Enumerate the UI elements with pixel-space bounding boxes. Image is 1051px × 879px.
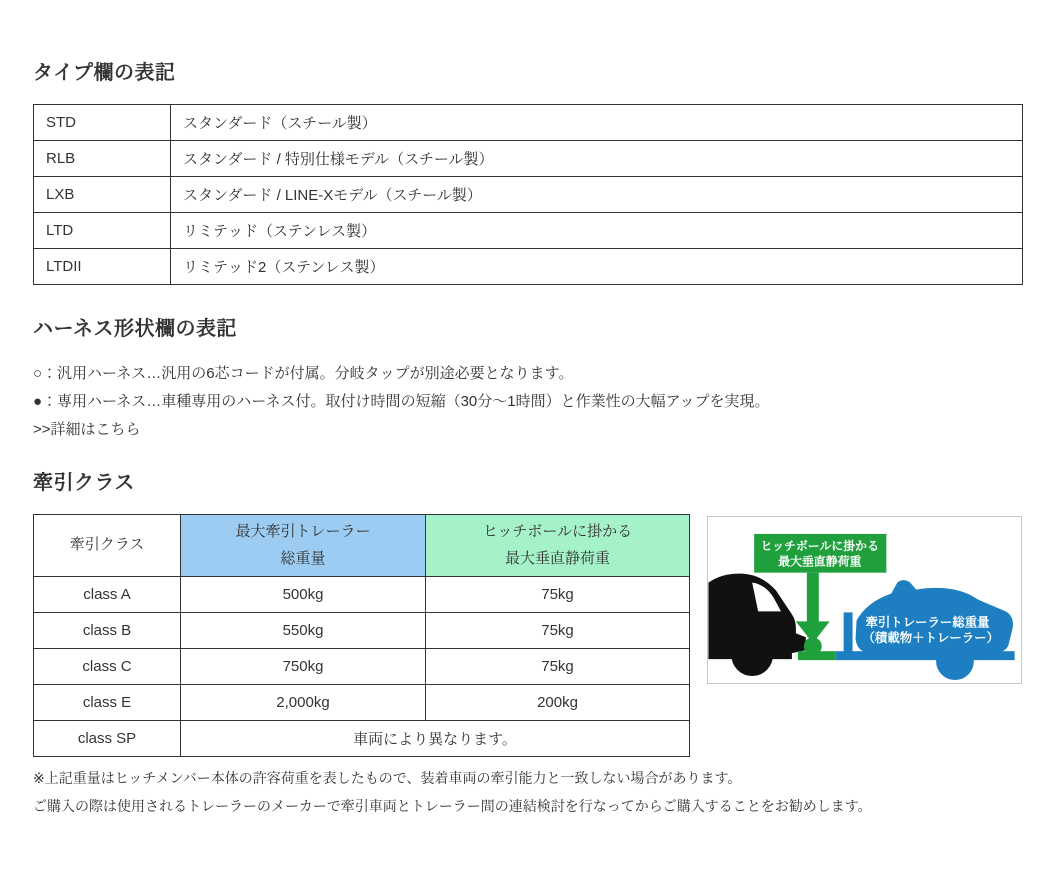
trailer-bar [836, 651, 1015, 660]
trailer-group [836, 580, 1015, 680]
trailer-label-line1: 牽引トレーラー総重量 [865, 615, 990, 630]
max-weight-cell: 500kg [181, 577, 426, 613]
down-arrow-shaft [807, 573, 819, 624]
type-code-cell: LTD [34, 213, 171, 249]
trailer-post [844, 612, 853, 652]
table-row [34, 685, 690, 721]
type-section-heading: タイプ欄の表記 [33, 62, 176, 84]
harness-section [33, 312, 1025, 444]
type-code-cell: LTDII [34, 249, 171, 285]
harness-dedicated-line: ●：専用ハーネス…車種専用のハーネス付。取付け時間の短縮（30分～1時間）と作業性の大幅アップを実現。 [33, 393, 770, 410]
trailer-wheel-icon [936, 642, 974, 680]
max-weight-cell: 2,000kg [181, 685, 426, 721]
max-load-cell: 75kg [426, 613, 690, 649]
type-code-cell: RLB [34, 141, 171, 177]
type-table [33, 104, 1023, 285]
table-row [34, 649, 690, 685]
type-desc-cell: リミテッド（ステンレス製） [171, 213, 1023, 249]
towing-diagram-svg [708, 517, 1021, 683]
note-line: ご購入の際は使用されるトレーラーのメーカーで牽引車両とトレーラー間の連結検討を行なってからご購入することをお勧めします。 [33, 798, 872, 814]
class-cell: class B [34, 613, 181, 649]
towing-class-table [33, 514, 690, 757]
table-row [34, 249, 1023, 285]
footnotes [33, 764, 1025, 820]
class-cell: class C [34, 649, 181, 685]
table-row [34, 105, 1023, 141]
table-row [34, 177, 1023, 213]
max-weight-cell: 550kg [181, 613, 426, 649]
header-line: 最大垂直静荷重 [504, 549, 610, 567]
harness-section-heading: ハーネス形状欄の表記 [33, 318, 237, 340]
harness-universal-line: ○：汎用ハーネス…汎用の6芯コードが付属。分岐タップが別途必要となります。 [33, 365, 574, 382]
hitch-label-line1: ヒッチボールに掛かる [760, 538, 880, 553]
table-row [34, 721, 690, 757]
header-line: 最大牽引トレーラー [235, 523, 371, 541]
table-header-row [34, 515, 690, 577]
towing-diagram [707, 516, 1022, 684]
type-code-cell: LXB [34, 177, 171, 213]
table-row [34, 141, 1023, 177]
type-desc-cell: リミテッド2（ステンレス製） [171, 249, 1023, 285]
hitch-bar [798, 651, 836, 660]
type-code-cell: STD [34, 105, 171, 141]
towing-content [33, 514, 1025, 757]
class-cell: class A [34, 577, 181, 613]
header-line: ヒッチボールに掛かる [482, 523, 633, 541]
table-row [34, 613, 690, 649]
class-cell: class E [34, 685, 181, 721]
table-row [34, 213, 1023, 249]
detail-link[interactable]: >>詳細はこちら [33, 421, 141, 438]
header-line: 総重量 [280, 549, 326, 567]
max-vertical-load-header [426, 515, 690, 577]
note-line: ※上記重量はヒッチメンバー本体の許容荷重を表したもので、装着車両の牽引能力と一致しない場合があります。 [33, 770, 742, 786]
towing-section-heading: 牽引クラス [33, 472, 135, 494]
car-silhouette-icon [708, 574, 805, 676]
max-weight-cell: 750kg [181, 649, 426, 685]
trailer-label-line2: （積載物＋トレーラー） [862, 631, 999, 646]
type-desc-cell: スタンダード / LINE-Xモデル（スチール製） [171, 177, 1023, 213]
max-trailer-weight-header [181, 515, 426, 577]
type-desc-cell: スタンダード（スチール製） [171, 105, 1023, 141]
type-desc-cell: スタンダード / 特別仕様モデル（スチール製） [171, 141, 1023, 177]
class-cell: class SP [34, 721, 181, 757]
max-load-cell: 75kg [426, 649, 690, 685]
hitch-label-line2: 最大垂直静荷重 [778, 554, 862, 569]
towing-class-header: 牽引クラス [34, 515, 181, 577]
table-row [34, 577, 690, 613]
max-load-cell: 75kg [426, 577, 690, 613]
sp-note-cell: 車両により異なります。 [181, 721, 690, 757]
max-load-cell: 200kg [426, 685, 690, 721]
